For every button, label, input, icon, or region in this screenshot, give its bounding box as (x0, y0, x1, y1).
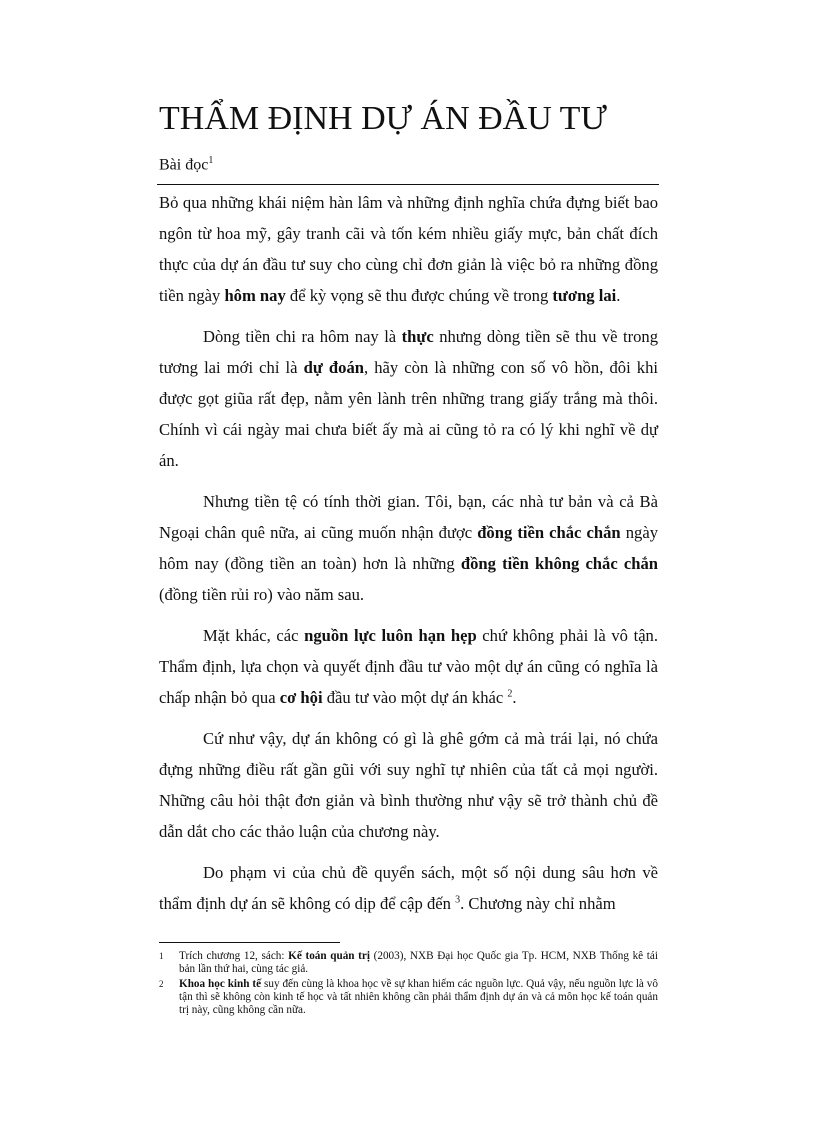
header-divider (157, 184, 659, 185)
bold-text: nguồn lực luôn hạn hẹp (304, 626, 477, 645)
text-run: . (512, 688, 517, 707)
bold-text: hôm nay (224, 286, 286, 305)
bold-text: thực (401, 327, 434, 346)
bold-text: đồng tiền không chắc chắn (460, 554, 658, 573)
text-run: ngày hôm nay (đồng tiền an toàn) hơn là những (159, 523, 658, 573)
text-run: Trích chương 12, sách: (179, 950, 289, 962)
footnote-divider (159, 942, 340, 943)
bold-text: tương lai (552, 286, 617, 305)
bold-text: đồng tiền chắc chắn (477, 523, 621, 542)
text-run: . (616, 286, 621, 305)
footnote (159, 978, 658, 1017)
text-run: (2003), NXB Đại học Quốc gia Tp. HCM, NXB Thống kê tái bản lần thứ hai, cùng tác giả. (179, 950, 658, 975)
reading-label (159, 155, 213, 174)
footnote-text (179, 950, 658, 976)
footnote-number: 1 (159, 951, 164, 961)
footnote-text (179, 978, 658, 1017)
text-run: Mặt khác, các (203, 626, 305, 645)
footnote-ref: 3 (455, 894, 461, 906)
text-run: (đồng tiền rủi ro) vào năm sau. (159, 585, 365, 604)
text-run: Bỏ qua những khái niệm hàn lâm và những định nghĩa chứa đựng biết bao ngôn từ hoa mỹ, gây tranh cãi và tốn kém nhiều giấy mực, bản chất đích thực của dự án đầu tư suy cho cùng chỉ đơn giản là việc bỏ ra những đồng tiền ngày (159, 193, 658, 305)
text-run: nhưng dòng tiền sẽ thu về trong tương lai mới chỉ là (159, 327, 658, 377)
text-run: Do phạm vi của chủ đề quyển sách, một số nội dung sâu hơn về thẩm định dự án sẽ không có dịp để cập đến (159, 863, 658, 913)
page-title: THẨM ĐỊNH DỰ ÁN ĐẦU TƯ (159, 100, 607, 137)
text-run: Nhưng tiền tệ có tính thời gian. Tôi, bạn, các nhà tư bản và cả Bà Ngoại chân quê nữa, ai cũng muốn nhận được (159, 492, 658, 542)
bold-text: Kế toán quản trị (288, 950, 370, 962)
footnote-number: 2 (159, 979, 164, 989)
bold-text: Khoa học kinh tế (179, 978, 262, 990)
text-run: . Chương này chỉ nhằm (460, 894, 616, 913)
paragraph (159, 620, 658, 713)
text-run: Dòng tiền chi ra hôm nay là (203, 327, 402, 346)
text-run: chứ không phải là vô tận. Thẩm định, lựa chọn và quyết định đầu tư vào một dự án cũng có nghĩa là chấp nhận bỏ qua (159, 626, 659, 707)
body-text (159, 187, 658, 919)
footnotes (159, 950, 658, 1019)
footnote-ref: 2 (507, 688, 513, 700)
footnote (159, 950, 658, 976)
reading-label-text: Bài đọc (159, 156, 209, 174)
paragraph (159, 857, 658, 919)
footnote-ref: 1 (208, 155, 214, 166)
text-run: đầu tư vào một dự án khác (322, 688, 508, 707)
paragraph (159, 187, 658, 311)
bold-text: dự đoán (303, 358, 364, 377)
text-run: để kỳ vọng sẽ thu được chúng về trong (285, 286, 553, 305)
paragraph (159, 321, 658, 476)
text-run: suy đến cùng là khoa học về sự khan hiếm các nguồn lực. Quả vậy, nếu nguồn lực là vô tận thì sẽ không còn kinh tế học và tất nhiên không cần phải thẩm định dự án và cả môn học kế toán quản trị này, cũng không cần nữa. (179, 978, 658, 1016)
text-run: Cứ như vậy, dự án không có gì là ghê gớm cả mà trái lại, nó chứa đựng những điều rất gần gũi với suy nghĩ tự nhiên của tất cả mọi người. Những câu hỏi thật đơn giản và bình thường như vậy sẽ trở thành chủ đề dẫn dắt cho các thảo luận của chương này. (159, 729, 658, 841)
bold-text: cơ hội (279, 688, 323, 707)
paragraph (159, 486, 658, 610)
text-run: , hãy còn là những con số vô hồn, đôi khi được gọt giũa rất đẹp, nằm yên lành trên những trang giấy trắng mà thôi. Chính vì cái ngày mai chưa biết ấy mà ai cũng tỏ ra có lý khi nghĩ về dự án. (159, 358, 658, 470)
paragraph (159, 723, 658, 847)
